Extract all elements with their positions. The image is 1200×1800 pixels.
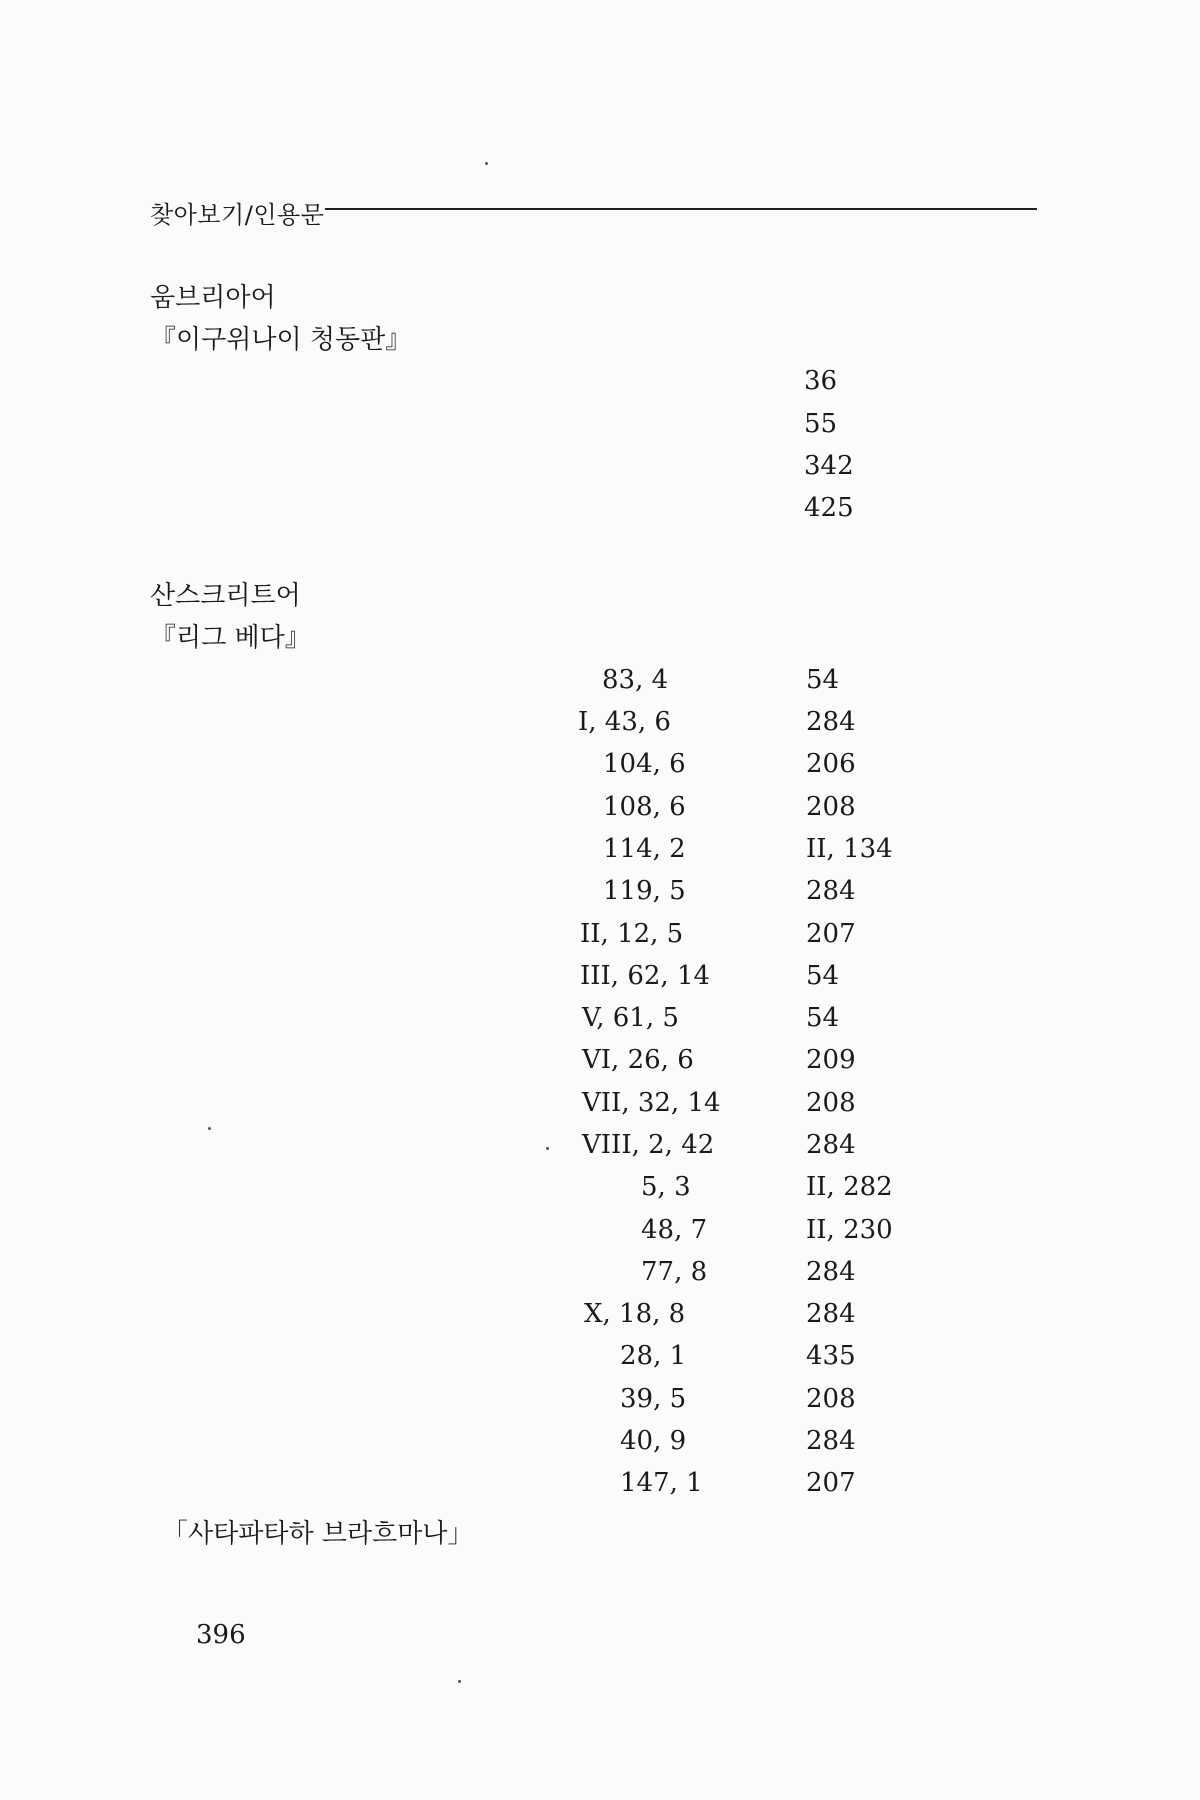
citation-ref: X, 18, 8 (584, 1299, 686, 1329)
citation-ref: VIII, 2, 42 (582, 1130, 715, 1160)
page-number-entry: 284 (806, 1130, 856, 1160)
citation-ref: 77, 8 (641, 1257, 708, 1287)
page-number-entry: 425 (804, 493, 854, 523)
page-number-entry: 284 (806, 1299, 856, 1329)
page-number-entry: II, 134 (806, 834, 893, 864)
page-number-entry: 284 (806, 876, 856, 906)
work-title-rig-veda: 『리그 베다』 (150, 623, 311, 653)
citation-ref: V, 61, 5 (582, 1003, 679, 1033)
header-rule (325, 208, 1037, 210)
citation-ref: 114, 2 (603, 834, 686, 864)
page-number-entry: 284 (806, 1426, 856, 1456)
page-number-entry: 208 (806, 792, 856, 822)
page-number-entry: 55 (804, 409, 838, 439)
page-number-entry: II, 282 (806, 1172, 893, 1202)
work-title-iguvine-tablets: 『이구위나이 청동판』 (150, 325, 412, 355)
page-number-entry: 54 (806, 1003, 840, 1033)
citation-ref: 39, 5 (620, 1384, 687, 1414)
citation-ref: 147, 1 (620, 1468, 703, 1498)
citation-ref: 108, 6 (603, 792, 686, 822)
page-number-entry: 342 (804, 451, 854, 481)
page-number-entry: 208 (806, 1384, 856, 1414)
citation-ref: I, 43, 6 (578, 707, 671, 737)
page-number-entry: 54 (806, 961, 840, 991)
print-speck (546, 1147, 549, 1150)
citation-ref: 40, 9 (620, 1426, 687, 1456)
work-title-satapatha-brahmana: 「사타파타하 브라흐마나」 (162, 1519, 474, 1549)
page-number-entry: 207 (806, 1468, 856, 1498)
language-heading-sanskrit: 산스크리트어 (150, 581, 301, 611)
page-number-entry: 284 (806, 707, 856, 737)
page-number-entry: 207 (806, 919, 856, 949)
citation-ref: 83, 4 (602, 665, 669, 695)
citation-ref: VII, 32, 14 (582, 1088, 721, 1118)
citation-ref: 48, 7 (641, 1215, 708, 1245)
citation-ref: 28, 1 (620, 1341, 687, 1371)
page-number: 396 (196, 1620, 246, 1650)
page-number-entry: 36 (804, 366, 838, 396)
citation-ref: 119, 5 (603, 876, 686, 906)
citation-ref: 5, 3 (641, 1172, 691, 1202)
print-speck (208, 1127, 211, 1130)
language-heading-umbria: 움브리아어 (150, 283, 276, 313)
page-number-entry: 435 (806, 1341, 856, 1371)
print-speck (458, 1680, 461, 1683)
citation-ref: 104, 6 (603, 749, 686, 779)
page-number-entry: 209 (806, 1045, 856, 1075)
page-number-entry: 206 (806, 749, 856, 779)
print-speck (485, 162, 488, 165)
page-number-entry: 284 (806, 1257, 856, 1287)
page-number-entry: 208 (806, 1088, 856, 1118)
citation-ref: II, 12, 5 (580, 919, 684, 949)
page-number-entry: 54 (806, 665, 840, 695)
citation-ref: VI, 26, 6 (582, 1045, 694, 1075)
citation-ref: III, 62, 14 (580, 961, 711, 991)
running-header: 찾아보기/인용문 (150, 201, 325, 229)
page-number-entry: II, 230 (806, 1215, 893, 1245)
